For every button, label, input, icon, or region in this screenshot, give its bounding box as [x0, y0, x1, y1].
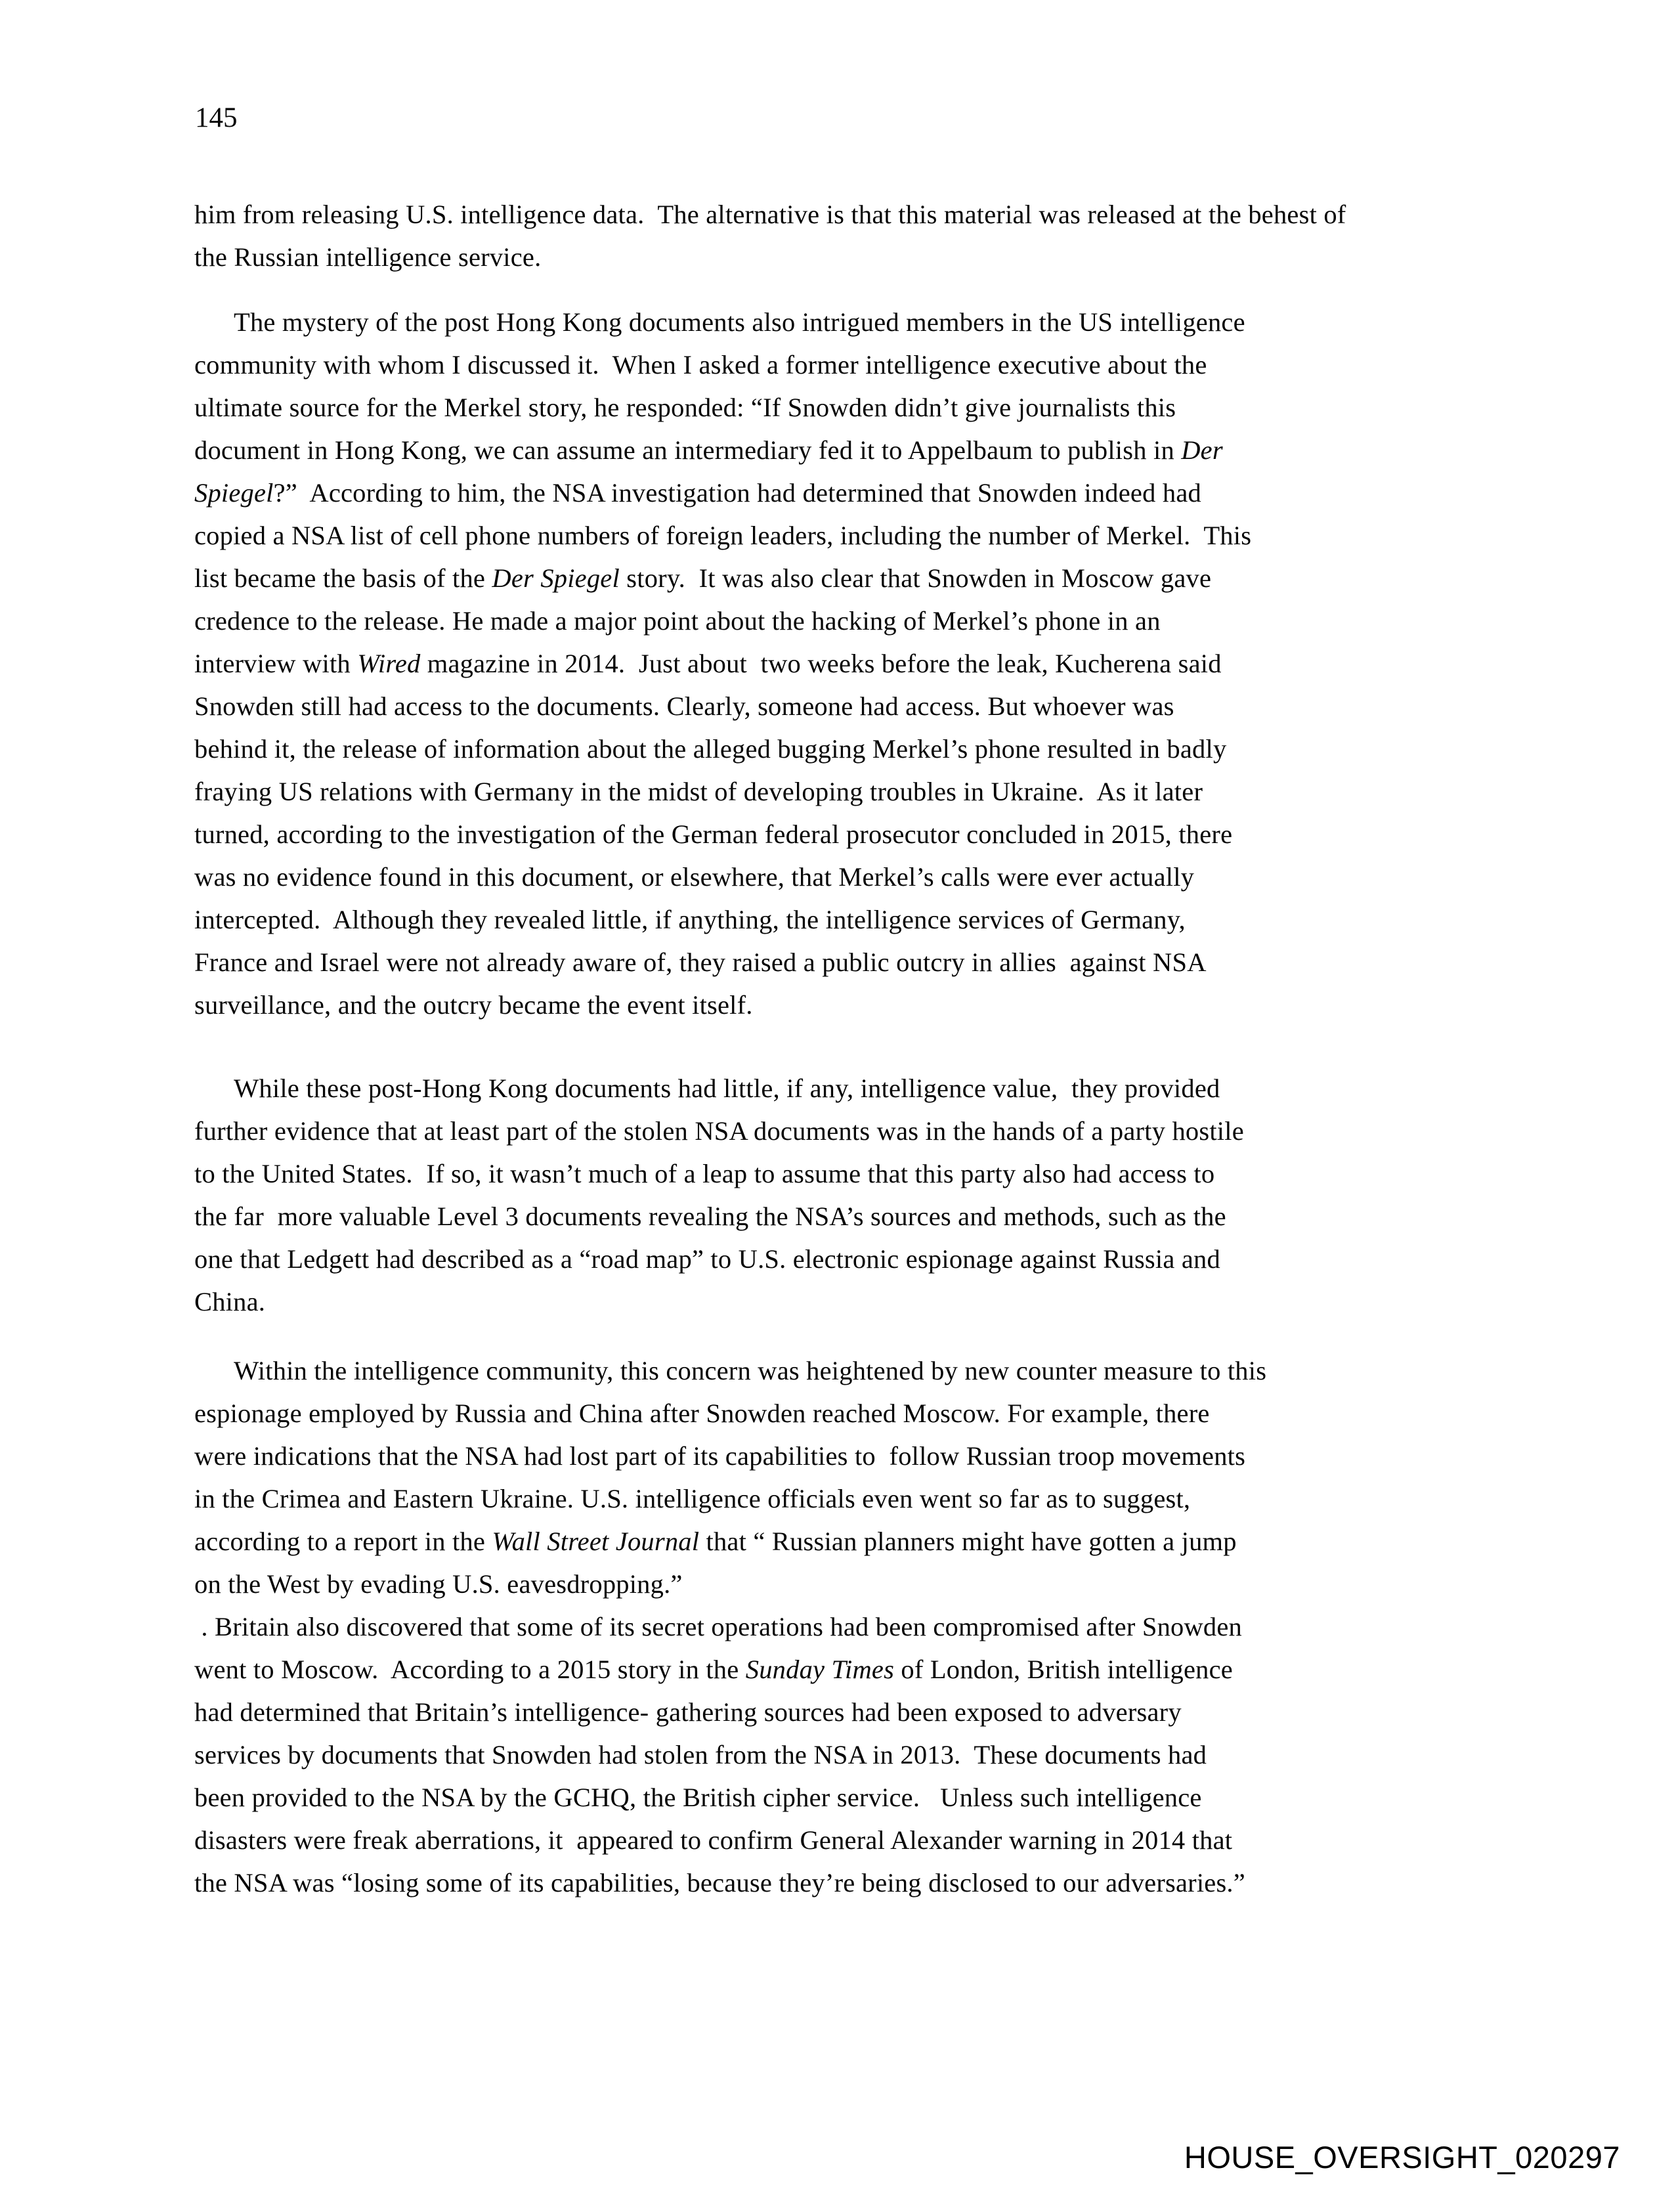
text-line: were indications that the NSA had lost part of its capabilities to follow Russian troop movements	[194, 1441, 1246, 1471]
text-line: espionage employed by Russia and China after Snowden reached Moscow. For example, there	[194, 1399, 1210, 1428]
text-line: the Russian intelligence service.	[194, 242, 542, 272]
text-line: disasters were freak aberrations, it appeared to confirm General Alexander warning in 2014 that	[194, 1825, 1233, 1855]
paragraph	[194, 301, 1514, 1026]
text-line: behind it, the release of information about the alleged bugging Merkel’s phone resulted in badly	[194, 734, 1227, 764]
text-line: copied a NSA list of cell phone numbers of foreign leaders, including the number of Merkel. This	[194, 521, 1252, 550]
text-line: services by documents that Snowden had stolen from the NSA in 2013. These documents had	[194, 1740, 1207, 1769]
text-line: credence to the release. He made a major point about the hacking of Merkel’s phone in an	[194, 606, 1161, 636]
text-line: one that Ledgett had described as a “road map” to U.S. electronic espionage against Russia and	[194, 1244, 1220, 1274]
text-line: on the West by evading U.S. eavesdropping.”	[194, 1569, 683, 1599]
text-line: France and Israel were not already aware of, they raised a public outcry in allies against NSA	[194, 947, 1207, 977]
paragraph	[194, 1349, 1514, 1904]
text-line: Within the intelligence community, this concern was heightened by new counter measure to this	[234, 1356, 1267, 1385]
text-line: fraying US relations with Germany in the midst of developing troubles in Ukraine. As it later	[194, 777, 1203, 806]
text-line: went to Moscow. According to a 2015 story in the Sunday Times of London, British intelligence	[194, 1655, 1233, 1684]
text-line: Snowden still had access to the documents. Clearly, someone had access. But whoever was	[194, 691, 1174, 721]
text-line: . Britain also discovered that some of its secret operations had been compromised after Snowden	[194, 1612, 1243, 1641]
text-line: interview with Wired magazine in 2014. Just about two weeks before the leak, Kucherena said	[194, 649, 1222, 678]
text-line: Spiegel?” According to him, the NSA investigation had determined that Snowden indeed had	[194, 478, 1201, 508]
text-line: intercepted. Although they revealed little, if anything, the intelligence services of Germany,	[194, 905, 1186, 934]
text-line: community with whom I discussed it. When I asked a former intelligence executive about the	[194, 350, 1207, 380]
text-line: according to a report in the Wall Street Journal that “ Russian planners might have gotten a jump	[194, 1527, 1237, 1556]
text-line: to the United States. If so, it wasn’t much of a leap to assume that this party also had access to	[194, 1159, 1215, 1188]
paragraph	[194, 1067, 1514, 1323]
text-line: surveillance, and the outcry became the event itself.	[194, 990, 753, 1020]
text-line: turned, according to the investigation of the German federal prosecutor concluded in 2015, there	[194, 819, 1233, 849]
paragraph	[194, 193, 1514, 278]
text-line: had determined that Britain’s intelligence- gathering sources had been exposed to adversary	[194, 1697, 1182, 1727]
text-line: the NSA was “losing some of its capabilities, because they’re being disclosed to our adversaries.”	[194, 1868, 1245, 1898]
text-line: China.	[194, 1287, 266, 1316]
bates-stamp: HOUSE_OVERSIGHT_020297	[1184, 2140, 1620, 2175]
text-line: in the Crimea and Eastern Ukraine. U.S. intelligence officials even went so far as to suggest,	[194, 1484, 1191, 1513]
text-line: the far more valuable Level 3 documents revealing the NSA’s sources and methods, such as the	[194, 1202, 1226, 1231]
text-line: ultimate source for the Merkel story, he responded: “If Snowden didn’t give journalists this	[194, 393, 1176, 422]
text-line: The mystery of the post Hong Kong documents also intrigued members in the US intelligence	[234, 307, 1245, 337]
text-line: him from releasing U.S. intelligence data. The alternative is that this material was released at the behest of	[194, 200, 1346, 229]
text-line: further evidence that at least part of the stolen NSA documents was in the hands of a party hostile	[194, 1116, 1244, 1146]
text-line: list became the basis of the Der Spiegel story. It was also clear that Snowden in Moscow gave	[194, 563, 1212, 593]
text-line: document in Hong Kong, we can assume an intermediary fed it to Appelbaum to publish in Der	[194, 435, 1223, 465]
text-line: was no evidence found in this document, or elsewhere, that Merkel’s calls were ever actually	[194, 862, 1195, 892]
document-body	[194, 193, 1514, 1904]
page-number: 145	[195, 102, 238, 133]
text-line: While these post-Hong Kong documents had little, if any, intelligence value, they provided	[234, 1073, 1220, 1103]
text-line: been provided to the NSA by the GCHQ, the British cipher service. Unless such intelligence	[194, 1783, 1202, 1812]
